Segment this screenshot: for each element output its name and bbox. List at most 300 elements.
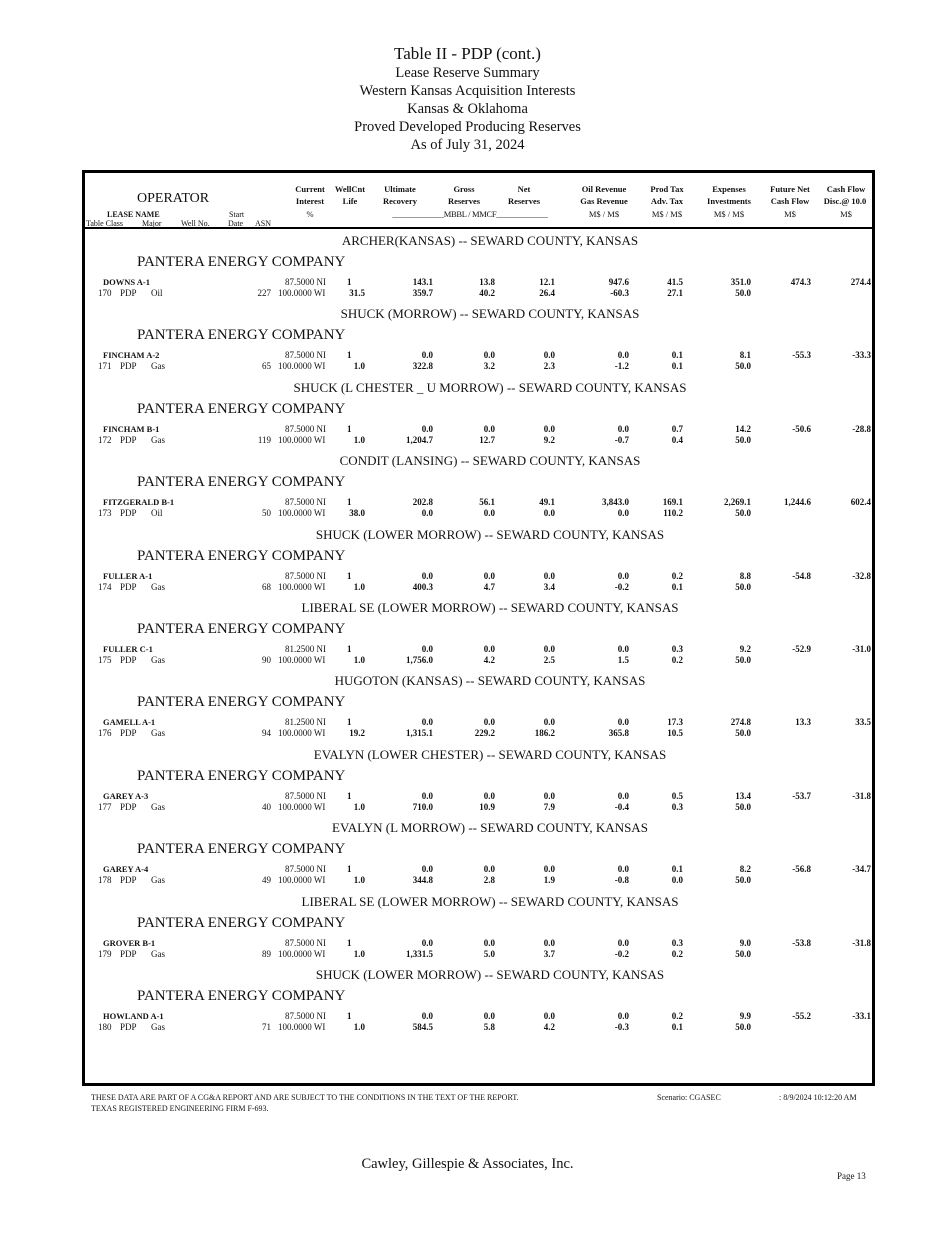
cell-tax2: 110.2 bbox=[663, 508, 683, 519]
operator-company: PANTERA ENERGY COMPANY bbox=[137, 327, 346, 344]
cell-tax2: 0.2 bbox=[671, 655, 683, 665]
cell-net1: 0.0 bbox=[543, 1011, 555, 1021]
cell-gross1: 0.0 bbox=[483, 1011, 495, 1021]
cell-net2: 3.4 bbox=[543, 581, 555, 592]
header-units-fcf: M$ bbox=[784, 209, 796, 219]
table-header bbox=[85, 173, 872, 229]
cell-disc: -33.1 bbox=[852, 1011, 871, 1021]
header-interest: Interest bbox=[295, 196, 325, 206]
cell-net1: 0.0 bbox=[543, 717, 555, 728]
cell-gross2: 3.2 bbox=[483, 361, 495, 372]
cell-major: Gas bbox=[151, 655, 165, 665]
cell-life: 1.0 bbox=[353, 581, 365, 592]
cell-life: 1.0 bbox=[353, 801, 365, 812]
cell-lease: GAMELL A-1 bbox=[103, 717, 156, 728]
cell-interest2: 100.0000 WI bbox=[278, 508, 326, 519]
cell-asn: 227 bbox=[257, 288, 271, 298]
cell-ult1: 0.0 bbox=[421, 864, 433, 875]
header-future-net: Future Net bbox=[770, 184, 810, 194]
header-units-disc: M$ bbox=[840, 209, 852, 219]
cell-wellcnt: 1 bbox=[347, 864, 352, 875]
cell-exp2: 50.0 bbox=[735, 288, 751, 298]
header-units-revenue: M$ / M$ bbox=[588, 209, 620, 219]
cell-exp2: 50.0 bbox=[735, 728, 751, 739]
operator-company: PANTERA ENERGY COMPANY bbox=[137, 547, 346, 564]
cell-net1: 0.0 bbox=[543, 423, 555, 434]
report-title-block bbox=[0, 44, 935, 154]
report-subtitle: Western Kansas Acquisition Interests bbox=[359, 83, 576, 99]
footer-note: THESE DATA ARE PART OF A CG&A REPORT AND ARE SUBJECT TO THE CONDITIONS IN THE TEXT OF THE REPORT. bbox=[91, 1093, 519, 1102]
company-name: Cawley, Gillespie & Associates, Inc. bbox=[361, 1156, 574, 1172]
report-title: Table II - PDP (cont.) bbox=[394, 44, 541, 63]
cell-exp2: 50.0 bbox=[735, 434, 751, 445]
cell-rev2: 0.0 bbox=[617, 508, 629, 519]
cell-disc: 602.4 bbox=[850, 497, 871, 508]
header-mbbl-mmcf: _____________MBBL / MMCF_____________ bbox=[392, 209, 548, 219]
cell-rev2: -0.2 bbox=[614, 948, 629, 959]
report-subtitle: Kansas & Oklahoma bbox=[407, 101, 528, 117]
cell-table: 175 bbox=[98, 655, 112, 665]
cell-net2: 4.2 bbox=[543, 1022, 555, 1032]
cell-ult1: 143.1 bbox=[412, 277, 433, 287]
cell-interest2: 100.0000 WI bbox=[278, 581, 326, 592]
cell-class: PDP bbox=[120, 288, 137, 298]
cell-tax1: 0.3 bbox=[671, 644, 683, 654]
cell-interest2: 100.0000 WI bbox=[278, 801, 326, 812]
cell-tax2: 0.3 bbox=[671, 801, 683, 812]
cell-exp1: 9.9 bbox=[739, 1011, 751, 1021]
cell-ult2: 0.0 bbox=[421, 508, 433, 519]
field-county-heading: CONDIT (LANSING) -- SEWARD COUNTY, KANSAS bbox=[339, 453, 641, 469]
cell-class: PDP bbox=[120, 655, 137, 665]
lease-section bbox=[85, 449, 872, 522]
cell-lease: FITZGERALD B-1 bbox=[103, 497, 175, 508]
cell-tax2: 0.4 bbox=[671, 434, 683, 445]
operator-company: PANTERA ENERGY COMPANY bbox=[137, 474, 346, 491]
header-current: Current bbox=[295, 184, 325, 194]
cell-ult2: 584.5 bbox=[412, 1022, 433, 1032]
field-county-heading: LIBERAL SE (LOWER MORROW) -- SEWARD COUNTY, KANSAS bbox=[301, 893, 679, 909]
cell-rev1: 0.0 bbox=[617, 864, 629, 875]
cell-gross2: 40.2 bbox=[479, 288, 495, 298]
cell-net1: 0.0 bbox=[543, 790, 555, 801]
cell-wellcnt: 1 bbox=[347, 350, 352, 361]
cell-life: 1.0 bbox=[353, 1022, 365, 1032]
lease-section bbox=[85, 816, 872, 889]
cell-major: Oil bbox=[151, 288, 163, 298]
cell-table: 178 bbox=[98, 875, 112, 886]
cell-gross2: 229.2 bbox=[474, 728, 495, 739]
cell-gross2: 5.0 bbox=[483, 948, 495, 959]
cell-asn: 94 bbox=[262, 728, 271, 739]
cell-net2: 26.4 bbox=[539, 288, 555, 298]
cell-rev1: 0.0 bbox=[617, 1011, 629, 1021]
cell-tax1: 0.3 bbox=[671, 937, 683, 948]
cell-exp1: 9.2 bbox=[739, 644, 751, 654]
cell-wellcnt: 1 bbox=[347, 937, 352, 948]
cell-exp2: 50.0 bbox=[735, 1022, 751, 1032]
cell-asn: 50 bbox=[262, 508, 271, 519]
cell-gross2: 10.9 bbox=[479, 801, 495, 812]
cell-disc: -32.8 bbox=[852, 570, 871, 581]
cell-fcf: -55.2 bbox=[792, 1011, 811, 1021]
lease-section bbox=[85, 229, 872, 302]
cell-net1: 0.0 bbox=[543, 644, 555, 654]
cell-rev2: 365.8 bbox=[608, 728, 629, 739]
cell-gross1: 0.0 bbox=[483, 644, 495, 654]
cell-interest2: 100.0000 WI bbox=[278, 948, 326, 959]
cell-wellcnt: 1 bbox=[347, 570, 352, 581]
header-well-no: Well No. bbox=[181, 219, 210, 228]
lease-section bbox=[85, 596, 872, 669]
cell-wellcnt: 1 bbox=[347, 277, 352, 287]
cell-disc: -34.7 bbox=[852, 864, 871, 875]
cell-gross1: 0.0 bbox=[483, 350, 495, 361]
lease-section bbox=[85, 376, 872, 449]
cell-exp1: 8.2 bbox=[739, 864, 751, 875]
cell-gross2: 12.7 bbox=[479, 434, 495, 445]
cell-major: Oil bbox=[151, 508, 163, 519]
lease-section bbox=[85, 302, 872, 375]
cell-gross2: 5.8 bbox=[483, 1022, 495, 1032]
cell-rev2: -0.7 bbox=[614, 434, 629, 445]
header-gross: Gross bbox=[453, 184, 475, 194]
field-county-heading: SHUCK (L CHESTER _ U MORROW) -- SEWARD COUNTY, KANSAS bbox=[293, 379, 687, 395]
cell-class: PDP bbox=[120, 1022, 137, 1032]
cell-class: PDP bbox=[120, 875, 137, 886]
cell-net2: 0.0 bbox=[543, 508, 555, 519]
cell-class: PDP bbox=[120, 948, 137, 959]
cell-rev1: 0.0 bbox=[617, 570, 629, 581]
header-cash-flow-disc: Cash Flow bbox=[826, 184, 866, 194]
cell-exp1: 8.1 bbox=[739, 350, 751, 361]
cell-wellcnt: 1 bbox=[347, 423, 352, 434]
cell-tax2: 0.1 bbox=[671, 361, 683, 372]
cell-table: 173 bbox=[98, 508, 112, 519]
cell-rev1: 0.0 bbox=[617, 937, 629, 948]
cell-table: 170 bbox=[98, 288, 112, 298]
cell-interest2: 100.0000 WI bbox=[278, 434, 326, 445]
cell-major: Gas bbox=[151, 948, 165, 959]
header-units-tax: M$ / M$ bbox=[651, 209, 683, 219]
cell-tax1: 169.1 bbox=[662, 497, 683, 508]
cell-interest2: 100.0000 WI bbox=[278, 288, 326, 298]
cell-exp1: 9.0 bbox=[739, 937, 751, 948]
cell-ult2: 344.8 bbox=[412, 875, 433, 886]
cell-major: Gas bbox=[151, 801, 165, 812]
cell-ult1: 0.0 bbox=[421, 570, 433, 581]
header-investments: Investments bbox=[707, 196, 751, 206]
cell-lease: GAREY A-4 bbox=[103, 864, 149, 875]
cell-interest1: 87.5000 NI bbox=[285, 790, 326, 801]
cell-gross1: 0.0 bbox=[483, 423, 495, 434]
cell-net2: 3.7 bbox=[543, 948, 555, 959]
cell-interest1: 87.5000 NI bbox=[285, 277, 326, 287]
header-cash-flow: Cash Flow bbox=[770, 196, 810, 206]
header-table-class: Table Class bbox=[86, 219, 123, 228]
report-subtitle: Proved Developed Producing Reserves bbox=[354, 119, 581, 135]
cell-gross1: 0.0 bbox=[483, 864, 495, 875]
cell-exp2: 50.0 bbox=[735, 361, 751, 372]
operator-company: PANTERA ENERGY COMPANY bbox=[137, 694, 346, 711]
cell-gross1: 0.0 bbox=[483, 570, 495, 581]
cell-rev1: 0.0 bbox=[617, 790, 629, 801]
field-county-heading: EVALYN (LOWER CHESTER) -- SEWARD COUNTY, KANSAS bbox=[313, 746, 667, 762]
cell-table: 177 bbox=[98, 801, 112, 812]
cell-gross1: 56.1 bbox=[479, 497, 495, 508]
cell-lease: GROVER B-1 bbox=[103, 937, 156, 948]
cell-net1: 49.1 bbox=[539, 497, 555, 508]
header-gas-revenue: Gas Revenue bbox=[580, 196, 628, 206]
cell-interest1: 81.2500 NI bbox=[285, 717, 326, 728]
cell-rev1: 0.0 bbox=[617, 644, 629, 654]
field-county-heading: SHUCK (LOWER MORROW) -- SEWARD COUNTY, KANSAS bbox=[315, 967, 665, 982]
cell-gross2: 4.2 bbox=[483, 655, 495, 665]
cell-ult2: 1,204.7 bbox=[406, 434, 433, 445]
cell-net1: 0.0 bbox=[543, 937, 555, 948]
cell-ult2: 400.3 bbox=[412, 581, 433, 592]
cell-ult2: 322.8 bbox=[412, 361, 433, 372]
cell-life: 1.0 bbox=[353, 875, 365, 886]
cell-rev1: 0.0 bbox=[617, 350, 629, 361]
cell-lease: HOWLAND A-1 bbox=[103, 1011, 164, 1021]
cell-interest2: 100.0000 WI bbox=[278, 655, 326, 665]
cell-major: Gas bbox=[151, 875, 165, 886]
cell-fcf: 13.3 bbox=[795, 717, 811, 728]
header-wellcnt: WellCnt bbox=[334, 184, 366, 194]
cell-life: 1.0 bbox=[353, 434, 365, 445]
cell-exp2: 50.0 bbox=[735, 948, 751, 959]
cell-interest1: 87.5000 NI bbox=[285, 350, 326, 361]
header-disc-rate: Disc.@ 10.0 bbox=[823, 196, 867, 206]
cell-fcf: -53.7 bbox=[792, 790, 811, 801]
cell-fcf: -50.6 bbox=[792, 423, 811, 434]
cell-tax2: 0.2 bbox=[671, 948, 683, 959]
cell-life: 31.5 bbox=[349, 288, 365, 298]
cell-ult1: 0.0 bbox=[421, 350, 433, 361]
cell-life: 1.0 bbox=[353, 361, 365, 372]
cell-class: PDP bbox=[120, 801, 137, 812]
operator-company: PANTERA ENERGY COMPANY bbox=[137, 621, 346, 637]
cell-interest2: 100.0000 WI bbox=[278, 361, 326, 372]
cell-tax1: 17.3 bbox=[667, 717, 683, 728]
cell-lease: FINCHAM B-1 bbox=[103, 423, 160, 434]
field-county-heading: ARCHER(KANSAS) -- SEWARD COUNTY, KANSAS bbox=[341, 233, 639, 248]
footer-firm: TEXAS REGISTERED ENGINEERING FIRM F-693. bbox=[91, 1104, 269, 1113]
field-county-heading: SHUCK (MORROW) -- SEWARD COUNTY, KANSAS bbox=[340, 306, 640, 322]
cell-fcf: -52.9 bbox=[792, 644, 811, 654]
cell-exp1: 351.0 bbox=[730, 277, 751, 287]
cell-ult1: 202.8 bbox=[412, 497, 433, 508]
field-county-heading: SHUCK (LOWER MORROW) -- SEWARD COUNTY, KANSAS bbox=[315, 526, 665, 542]
cell-fcf: -53.8 bbox=[792, 937, 811, 948]
cell-gross1: 0.0 bbox=[483, 790, 495, 801]
cell-tax2: 10.5 bbox=[667, 728, 683, 739]
header-date: Date bbox=[228, 219, 244, 228]
cell-tax2: 0.1 bbox=[671, 581, 683, 592]
cell-net2: 9.2 bbox=[543, 434, 555, 445]
cell-net2: 2.3 bbox=[543, 361, 555, 372]
operator-company: PANTERA ENERGY COMPANY bbox=[137, 841, 346, 858]
cell-lease: FINCHAM A-2 bbox=[103, 350, 160, 361]
cell-rev2: -0.8 bbox=[614, 875, 629, 886]
header-major: Major bbox=[142, 219, 162, 228]
cell-lease: GAREY A-3 bbox=[103, 790, 149, 801]
cell-rev2: -0.2 bbox=[614, 581, 629, 592]
lease-section bbox=[85, 963, 872, 1036]
cell-exp2: 50.0 bbox=[735, 508, 751, 519]
header-start: Start bbox=[229, 210, 245, 219]
cell-tax2: 0.1 bbox=[671, 1022, 683, 1032]
cell-rev1: 947.6 bbox=[608, 277, 629, 287]
cell-ult1: 0.0 bbox=[421, 1011, 433, 1021]
cell-wellcnt: 1 bbox=[347, 497, 352, 508]
cell-gross1: 0.0 bbox=[483, 937, 495, 948]
cell-interest1: 87.5000 NI bbox=[285, 937, 326, 948]
lease-section bbox=[85, 890, 872, 963]
cell-fcf: -54.8 bbox=[792, 570, 811, 581]
cell-gross2: 0.0 bbox=[483, 508, 495, 519]
cell-life: 1.0 bbox=[353, 655, 365, 665]
cell-rev1: 0.0 bbox=[617, 423, 629, 434]
cell-exp1: 13.4 bbox=[735, 790, 751, 801]
footer-timestamp: : 8/9/2024 10:12:20 AM bbox=[779, 1093, 857, 1102]
reserve-table-frame bbox=[82, 170, 875, 1086]
cell-asn: 49 bbox=[262, 875, 271, 886]
cell-interest1: 87.5000 NI bbox=[285, 423, 326, 434]
report-subtitle: Lease Reserve Summary bbox=[395, 65, 540, 81]
cell-interest1: 87.5000 NI bbox=[285, 497, 326, 508]
cell-ult1: 0.0 bbox=[421, 423, 433, 434]
cell-gross2: 2.8 bbox=[483, 875, 495, 886]
operator-company: PANTERA ENERGY COMPANY bbox=[137, 254, 346, 270]
cell-disc: -31.8 bbox=[852, 790, 871, 801]
header-prod-tax: Prod Tax bbox=[650, 184, 684, 194]
cell-class: PDP bbox=[120, 581, 137, 592]
field-county-heading: HUGOTON (KANSAS) -- SEWARD COUNTY, KANSAS bbox=[334, 673, 646, 689]
cell-class: PDP bbox=[120, 728, 137, 739]
cell-gross1: 13.8 bbox=[479, 277, 495, 287]
cell-ult1: 0.0 bbox=[421, 937, 433, 948]
cell-table: 179 bbox=[98, 948, 112, 959]
field-county-heading: EVALYN (L MORROW) -- SEWARD COUNTY, KANSAS bbox=[332, 820, 648, 836]
cell-gross2: 4.7 bbox=[483, 581, 495, 592]
header-net: Net bbox=[517, 184, 531, 194]
header-life: Life bbox=[342, 196, 358, 206]
cell-disc: 274.4 bbox=[850, 277, 871, 287]
header-recovery: Recovery bbox=[383, 196, 417, 206]
header-percent: % bbox=[306, 209, 314, 219]
page-number: Page 13 bbox=[837, 1171, 866, 1181]
cell-exp1: 274.8 bbox=[730, 717, 751, 728]
cell-interest1: 81.2500 NI bbox=[285, 644, 326, 654]
cell-table: 174 bbox=[98, 581, 112, 592]
cell-asn: 65 bbox=[262, 361, 271, 372]
cell-rev1: 3,843.0 bbox=[602, 497, 629, 508]
header-asn: ASN bbox=[255, 219, 272, 228]
cell-asn: 68 bbox=[262, 581, 271, 592]
cell-exp2: 50.0 bbox=[735, 801, 751, 812]
cell-exp2: 50.0 bbox=[735, 875, 751, 886]
cell-rev2: -0.3 bbox=[614, 1022, 629, 1032]
cell-disc: -31.8 bbox=[852, 937, 871, 948]
cell-net2: 186.2 bbox=[534, 728, 555, 739]
cell-table: 180 bbox=[98, 1022, 112, 1032]
cell-tax1: 0.1 bbox=[671, 864, 683, 875]
cell-tax1: 41.5 bbox=[667, 277, 683, 287]
cell-rev2: -60.3 bbox=[610, 288, 629, 298]
cell-major: Gas bbox=[151, 581, 165, 592]
cell-lease: FULLER C-1 bbox=[103, 644, 153, 654]
cell-disc: -28.8 bbox=[852, 423, 871, 434]
cell-asn: 119 bbox=[257, 434, 271, 445]
header-adv-tax: Adv. Tax bbox=[650, 196, 684, 206]
cell-life: 19.2 bbox=[349, 728, 365, 739]
cell-tax1: 0.2 bbox=[671, 1011, 683, 1021]
cell-fcf: -55.3 bbox=[792, 350, 811, 361]
cell-rev1: 0.0 bbox=[617, 717, 629, 728]
cell-rev2: -0.4 bbox=[614, 801, 629, 812]
cell-ult2: 710.0 bbox=[412, 801, 433, 812]
lease-section bbox=[85, 743, 872, 816]
cell-disc: -33.3 bbox=[852, 350, 871, 361]
operator-company: PANTERA ENERGY COMPANY bbox=[137, 767, 346, 784]
operator-company: PANTERA ENERGY COMPANY bbox=[137, 914, 346, 931]
header-lease-name: LEASE NAME bbox=[107, 210, 160, 219]
cell-fcf: -56.8 bbox=[792, 864, 811, 875]
cell-lease: DOWNS A-1 bbox=[103, 277, 150, 287]
footer-scenario: Scenario: CGASEC bbox=[657, 1093, 721, 1102]
cell-net2: 2.5 bbox=[543, 655, 555, 665]
cell-ult1: 0.0 bbox=[421, 790, 433, 801]
cell-major: Gas bbox=[151, 434, 165, 445]
cell-net1: 12.1 bbox=[539, 277, 555, 287]
cell-major: Gas bbox=[151, 361, 165, 372]
cell-exp1: 8.8 bbox=[739, 570, 751, 581]
cell-wellcnt: 1 bbox=[347, 644, 352, 654]
cell-tax2: 27.1 bbox=[667, 288, 683, 298]
cell-asn: 40 bbox=[262, 801, 271, 812]
cell-ult2: 1,315.1 bbox=[406, 728, 433, 739]
operator-company: PANTERA ENERGY COMPANY bbox=[137, 400, 346, 417]
cell-interest2: 100.0000 WI bbox=[278, 1022, 326, 1032]
cell-disc: 33.5 bbox=[855, 717, 871, 728]
header-expenses: Expenses bbox=[712, 184, 746, 194]
cell-exp2: 50.0 bbox=[735, 655, 751, 665]
cell-disc: -31.0 bbox=[852, 644, 871, 654]
cell-gross1: 0.0 bbox=[483, 717, 495, 728]
cell-class: PDP bbox=[120, 361, 137, 372]
report-footer bbox=[91, 1092, 881, 1114]
operator-company: PANTERA ENERGY COMPANY bbox=[137, 988, 346, 1004]
cell-tax1: 0.5 bbox=[671, 790, 683, 801]
cell-class: PDP bbox=[120, 434, 137, 445]
header-units-expenses: M$ / M$ bbox=[713, 209, 745, 219]
cell-rev2: -1.2 bbox=[614, 361, 629, 372]
cell-net1: 0.0 bbox=[543, 350, 555, 361]
cell-interest2: 100.0000 WI bbox=[278, 875, 326, 886]
cell-fcf: 1,244.6 bbox=[784, 497, 811, 508]
cell-table: 176 bbox=[98, 728, 112, 739]
cell-interest1: 87.5000 NI bbox=[285, 864, 326, 875]
cell-exp1: 2,269.1 bbox=[724, 497, 751, 508]
cell-net1: 0.0 bbox=[543, 570, 555, 581]
cell-wellcnt: 1 bbox=[347, 717, 352, 728]
cell-life: 38.0 bbox=[349, 508, 365, 519]
header-ultimate: Ultimate bbox=[384, 184, 416, 194]
cell-interest1: 87.5000 NI bbox=[285, 570, 326, 581]
cell-asn: 89 bbox=[262, 948, 271, 959]
